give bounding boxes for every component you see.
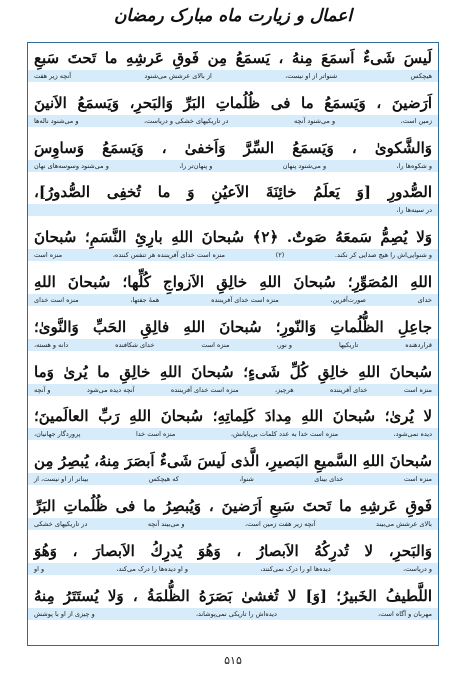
translation-segment: و پنهان‌تر را، (179, 161, 213, 170)
arabic-text-line: وَلا يُصِمُّ سَمعَهُ صَوتٌ. ﴿٢﴾ سُبحانَ اللهِ بارِئِ النَّسَمِ؛ سُبحانَ (34, 228, 433, 247)
prayer-text-frame (27, 42, 439, 646)
translation-segment: و نور، (276, 340, 293, 349)
translation-segment: همهٔ جفتها، (130, 296, 160, 304)
translation-segment: خدای آفریننده (330, 385, 368, 394)
translation-segment: بالای عرشش می‌بیند (376, 520, 432, 528)
translation-segment: صورت‌آفرین، (330, 296, 366, 304)
translation-segment: قراردهنده (405, 340, 432, 349)
prayer-line (34, 47, 432, 83)
prayer-line (34, 450, 432, 486)
arabic-text-line: لا يُرىٰ؛ سُبحانَ اللهِ مِدادَ كَلِماتِهِ؛ سُبحانَ اللهِ رَبِّ العالَمينَ؛ (34, 407, 432, 426)
translation-segment: دیده نمی‌شود، (393, 430, 432, 439)
prayer-line (34, 361, 432, 397)
translation-segment: و چیزی از او با پوشش (34, 609, 95, 618)
translation-segment: دیده‌اش را تاریکی نمی‌پوشاند، (195, 609, 277, 618)
farsi-translation-line (34, 115, 432, 127)
translation-segment: خدای (417, 296, 432, 304)
translation-segment: و می‌شنود وسوسه‌های نهان (34, 161, 109, 170)
translation-segment: و آنچه (34, 385, 51, 394)
farsi-translation-line (34, 428, 432, 440)
farsi-translation-line (34, 339, 432, 351)
farsi-translation-line (34, 384, 432, 396)
translation-segment: و شنوایی‌اش را هیچ صدایی کر نکند. (334, 251, 432, 260)
translation-segment: و می‌شنود ناله‌ها (34, 116, 79, 125)
translation-segment: منزه است خدا به عدد کلمات بی‌پایانش، (230, 430, 339, 439)
translation-segment: در تاریکیهای خشکی و دریاست، (144, 116, 229, 125)
page-title: اعمال و زیارت ماه مبارک رمضان (113, 6, 353, 26)
translation-segment: و شکوه‌ها را، (396, 161, 432, 170)
page-footer (0, 654, 466, 667)
prayer-line (34, 405, 432, 441)
arabic-text-line: وَالشَّكوىٰ ، وَيَسمَعُ السِّرَّ وَاَخفىٰ ، وَيَسمَعُ وَساوِسَ (34, 138, 432, 157)
prayer-line (34, 271, 432, 307)
prayer-line (34, 137, 432, 173)
prayer-line (34, 92, 432, 128)
page-number: ۵۱۵ (224, 654, 242, 667)
translation-segment: منزه است (34, 251, 63, 260)
translation-segment: که هیچکس (148, 475, 179, 484)
translation-segment: منزه است (403, 475, 432, 484)
translation-segment: و او (34, 564, 45, 573)
farsi-translation-line (34, 563, 432, 575)
translation-segment: هیچکس (410, 72, 432, 80)
translation-segment: و دریاست، (403, 564, 432, 573)
translation-segment: منزه است (201, 340, 230, 349)
translation-segment: شنوا، (239, 475, 254, 484)
prayer-line (34, 226, 432, 262)
arabic-text-line: اللَّطيفُ الخَبيرُ؛ [وَ] لا تُغشىٰ بَصَرَهُ الظُّلمَةُ ، وَلا يُستَتَرُ مِنهُ (34, 586, 432, 605)
translation-segment: آنچه زیر هفت (34, 72, 72, 80)
translation-segment: خدای بینای (314, 475, 344, 484)
translation-segment: منزه است خدای (34, 296, 79, 304)
translation-segment: هرچیز، (274, 385, 294, 394)
arabic-text-line: اَرَضينَ ، وَيَسمَعُ ما فى ظُلُماتِ البَرِّ وَالبَحرِ، وَيَسمَعُ الاَنينَ (34, 93, 432, 112)
farsi-translation-line (34, 294, 432, 306)
farsi-translation-line (34, 518, 432, 530)
prayer-line (34, 316, 432, 352)
translation-segment: دیده‌ها او را درک نمی‌کنند، (260, 564, 331, 573)
translation-segment: منزه است (403, 385, 432, 394)
translation-segment: خدای شکافنده (115, 340, 155, 349)
farsi-translation-line (34, 160, 432, 172)
translation-segment: در تاریکیهای خشکی (34, 520, 88, 528)
translation-segment: و می‌شنود پنهان (282, 161, 327, 170)
translation-segment: از بالای عرشش می‌شنود (144, 72, 212, 80)
prayer-line (34, 495, 432, 531)
translation-segment: مهربان و آگاه است، (378, 609, 432, 618)
farsi-translation-line (34, 249, 432, 261)
translation-segment: منزه است خدای آفریننده هر تنفس کننده، (112, 251, 225, 260)
translation-segment: آنچه دیده می‌شود (86, 385, 135, 394)
arabic-text-line: فَوقِ عَرشِهِ ما تَحتَ سَبعِ اَرَضينَ ، وَيُبصِرُ ما فى ظُلُماتِ البَرِّ (34, 497, 432, 515)
farsi-translation-line (34, 608, 432, 620)
translation-segment: و او دیده‌ها را درک می‌کند، (116, 564, 189, 573)
translation-segment: پروردگار جهانیان، (34, 430, 81, 439)
translation-segment: آنچه زیر هفت زمین است، (245, 520, 316, 528)
page-header (0, 6, 466, 40)
arabic-text-line: وَالبَحرِ، لا تُدرِكُهُ الاَبصارُ ، وَهُوَ يُدرِكُ الاَبصارَ ، وَهُوَ (34, 541, 432, 560)
translation-segment: (۲) (275, 251, 285, 260)
arabic-text-line: سُبحانَ اللهِ خالِقِ كُلِّ شَىءٍ؛ سُبحانَ اللهِ خالِقِ ما يُرىٰ وَما (34, 362, 432, 381)
translation-segment: دانه و هسته، (34, 340, 69, 349)
translation-segment: و می‌شنود آنچه (293, 116, 336, 125)
farsi-translation-line (34, 204, 432, 216)
translation-segment: در سینه‌ها را، (396, 206, 432, 215)
translation-segment: و می‌بیند آنچه (147, 520, 185, 528)
translation-segment: زمین است، (400, 116, 432, 125)
arabic-text-line: لَيسَ شَىءٌ اَسمَعَ مِنهُ ، يَسمَعُ مِن فَوقِ عَرشِهِ ما تَحتَ سَبعِ (34, 49, 432, 67)
farsi-translation-line (34, 473, 432, 485)
translation-segment: بیناتر از او نیست، از (34, 475, 89, 484)
arabic-text-line: جاعِلِ الظُّلُماتِ وَالنّورِ؛ سُبحانَ اللهِ فالِقِ الحَبِّ وَالنَّوىٰ؛ (34, 317, 432, 336)
prayer-line (34, 585, 432, 621)
translation-segment: شنواتر از او نیست، (285, 72, 338, 80)
arabic-text-line: الصُّدورِ [وَ يَعلَمُ خائِنَةَ الاَعيُنِ وَ ما تُخفِى الصُّدورُ]، (34, 183, 432, 202)
translation-segment: منزه است خدای آفریننده (211, 296, 279, 304)
arabic-text-line: اللهِ المُصَوِّرِ؛ سُبحانَ اللهِ خالِقِ الاَزواجِ كُلِّها؛ سُبحانَ اللهِ (34, 273, 432, 291)
translation-segment: تاریکیها (339, 340, 359, 349)
prayer-line (34, 540, 432, 576)
translation-segment: منزه است خدا (135, 430, 176, 439)
arabic-text-line: سُبحانَ اللهِ السَّميعِ البَصيرِ، الَّذى لَيسَ شَىءٌ اَبصَرَ مِنهُ، يُبصِرُ مِن (34, 452, 432, 471)
prayer-line (34, 181, 432, 217)
translation-segment: منزه است خدای آفریننده (170, 385, 239, 394)
farsi-translation-line (34, 70, 432, 82)
